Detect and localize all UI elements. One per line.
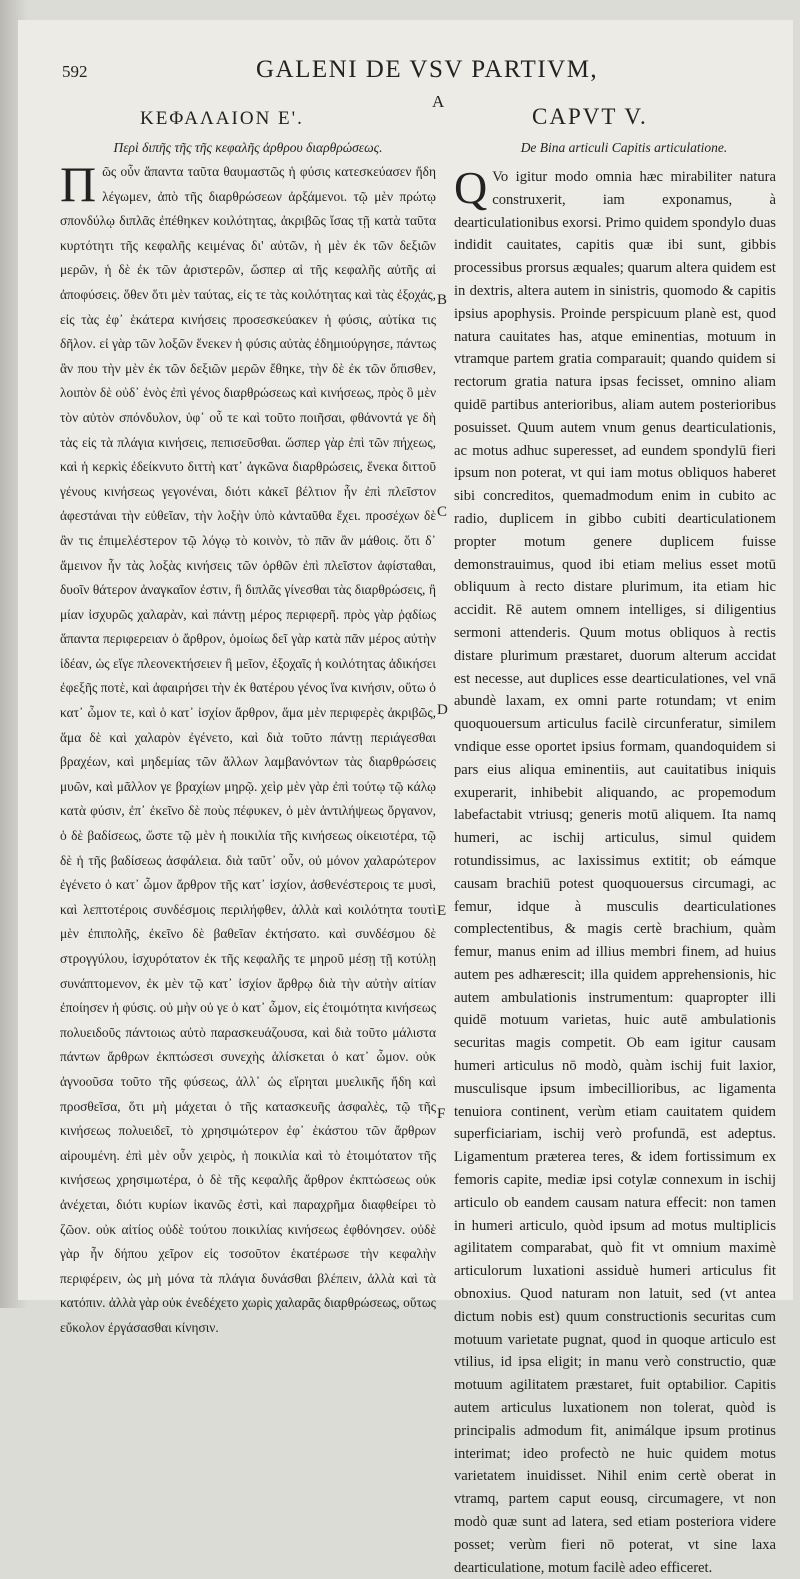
latin-chapter-heading: CAPVT V. — [532, 104, 648, 129]
running-title: GALENI DE VSV PARTIVM, — [256, 56, 599, 83]
greek-text-column — [60, 156, 436, 1335]
margin-letter-b: B — [437, 292, 448, 308]
margin-letter-c: C — [437, 504, 448, 520]
latin-drop-cap: Q — [454, 162, 488, 213]
greek-body-text: ῶς οὖν ἅπαντα ταῦτα θαυμαστῶς ἡ φύσις κατεσκεύασεν ἤδη λέγωμεν, ἀπὸ τῆς διαρθρώσεων ἀρξάμενοι. τῷ μὲν πρώτῳ σπονδύλῳ διπλᾶς ἐπέθηκεν κοιλότητας, ἀκριβῶς ἴσας τῇ κατὰ ταῦτα κυρτότητι τῆς κεφαλῆς κειμένας δι' αὐτῶν, ἡ μὲν ἐκ τῶν δεξιῶν μερῶν, ἡ δὲ ἐκ τῶν ἀριστερῶν, ὥσπερ αἱ τῆς κεφαλῆς αὐτῆς αἱ ἀποφύσεις. ὅθεν ὅτι μὲν ταύτας, εἰς τε τὰς κοιλότητας καὶ τὰς ἐξοχάς, εἰς τὰς ἐφ᾽ ἑκάτερα κινήσεις προσεσκεύακεν ἡ φύσις, αὐτίκα τις δῆλον. εἰ γὰρ τῶν λοξῶν ἕνεκεν ἡ φύσις αὐτὰς ἐδημιούργησε, πάντως ἂν που τὴν μὲν ἐκ τῶν δεξιῶν μερῶν ἔθηκε, τὴν δὲ ἐκ τῶν ὄπισθεν, λοιπὸν δὲ οὐδ᾽ ἑνὸς ἐπὶ γένος διαρθρώσεως καὶ κινήσεως, πρὸς ὃ μὲν τὸν αὐτὸν σπόνδυλον, ὑφ᾽ οὗ τε καὶ τοῦτο ποιῆσαι, φθάνοντά γε δὴ τὰς εἰς τὰ πλάγια κινήσεις, πεπισεῦσθαι. ὥσπερ γὰρ ἐπὶ τῶν πήχεως, καὶ ἡ κερκὶς ἐδείκνυτο διττὴ κατ᾽ ἀγκῶνα διαρθρώσεις, ἕνεκα διττοῦ γένους κινήσεως γεγονέναι, διότι κἀκεῖ βέλτιον ἦν ἐπὶ πλεῖστον ἀφεστάναι τὴν εὐθεῖαν, τὴν λοξὴν ὑπὸ κἀνταῦθα ἔχει. προσέχων δὲ ἂν τις ἐπιμελέστερον τῷ λόγῳ τὸ κοινὸν, τὸ πᾶν ἂν μάθοις. ὅτι δ᾽ ἄμεινον ἦν τὰς λοξὰς κινήσεις τῶν ὀρθῶν ἐπὶ πλεῖστον ἀφίσταθαι, δυοῖν θάτερον ἀναγκαῖον ἐστιν, ἢ διπλᾶς γίνεσθαι τὰς διαρθρώσεις, ἢ μίαν ἰσχυρῶς χαλαρὰν, καὶ πάντῃ μέρος περιφερῆ. πρὸς γὰρ ῥᾳδίως ἅπαντα περιφερειαν ὁ ἄρθρον, ὁμοίως δεῖ γὰρ κατὰ πᾶν μέρος αὐτὴν ἰδέαν, ὡς εἴγε πλεονεκτήσειεν ἢ μεῖον, ἐξοχαῖς ἡ κοιλότητας ἀδικήσει ἐφεξῆς ποτὲ, καὶ ἀφαιρήσει τὴν ἐκ θατέρου γένος ἵνα κινήσιν, οὕτω ὁ κατ᾽ ὦμον τε, καὶ ὁ κατ᾽ ἰσχίον ἄρθρον, ἅμα μὲν περιφερὲς ἀκριβῶς, ἅμα δὲ καὶ χαλαρὸν ἐγένετο, καὶ διὰ τοῦτο πάντῃ περιάγεσθαι βραχέων, καὶ μηδεμίας τῶν ἄλλων λαμβανόντων τὰς διαρθρώσεις μυῶν, καὶ μᾶλλον γε βραχίων μηρῷ. χεὶρ μὲν γὰρ ἐπὶ τούτῳ τῷ κάλῳ κατὰ φύσιν, ἐπ᾽ ἐκεῖνο δὲ ποὺς πέφυκεν, ὁ μὲν ἀντιλήψεως ὄργανον, ὁ δὲ βαδίσεως, ὥστε τῷ μὲν ἡ ποικιλία τῆς κινήσεως οἰκειοτέρα, τῷ δὲ ἡ τῆς βαδίσεως ἀσφάλεια. διὰ ταῦτ᾽ οὖν, οὐ μόνον χαλαρώτερον ἐγένετο ὁ κατ᾽ ὦμον ἄρθρον τῆς κατ᾽ ἰσχίον, ἀσθενέστεροις τε μυσὶ, καὶ λεπτοτέροις συνδέσμοις περιλήφθεν, ἀλλὰ καὶ κοιλότητα τουτὶ μὲν ἐπιπολῆς, ἐκεῖνο δὲ βαθεῖαν ἐκτήσατο. καὶ συνδέσμου δὲ στρογγύλου, ἰσχυρότατον ἐκ τῆς κεφαλῆς τε μηροῦ μέσῃ τῇ κοτύλῃ συνάπτομενον, ἐκ μὲν τῷ κατ᾽ ἰσχίον ἄρθρῳ διὰ τὴν αὐτὴν αἰτίαν ἐποίησεν ἡ φύσις. οὐ μὴν οὐ γε ὁ κατ᾽ ὦμον, εἰς ἐτοιμότητα κινήσεως πολυειδοῦς πάντοιως αὐτὸ παρασκευάζουσα, καὶ διὰ τοῦτο μάλιστα πάντων ἄρθρων ἐκπτώσεσι συνεχὴς ἁλίσκεται ὁ κατ᾽ ὦμον. οὐκ ἀγνοοῦσα τοῦτο τῆς φύσεως, ἀλλ᾽ ὡς εἴρηται μυελικῆς ἤδη καὶ προσθεῖσα, ὅτι μὴ μάχεται ὁ τῆς κατασκευῆς ἀσφαλὲς, τῷ τῆς κινήσεως πολυειδεῖ, τὸ χρησιμώτερον ἐφ᾽ ἑκάστου τῶν ἄρθρων αἱρουμένη. ἐπὶ μὲν οὖν χειρὸς, ἡ ποικιλία καὶ τὸ ἑτοιμότατον τῆς κινήσεως χρησιμωτέρα, ὁ δὲ τῆς κεφαλῆς ἄρθρον ἐκπτώσεως οὐκ ἀνέχεται, διότι κυρίων ἱκανῶς ἐστὶ, καὶ παραχρῆμα διαφθείρει τὸ ζῶον. οὐκ αἰτίος οὐδὲ τούτου ποικιλίας κινήσεως ἐφθόνησεν. οὐδὲ γὰρ ἦν δήπου χεῖρον εἰς τοσοῦτον ἑκατέρωσε τὴν κεφαλὴν περιφέρειν, ὡς μὴ μόνα τὰ πλάγια δυνάσθαι βλέπειν, ἀλλὰ καὶ τὰ κατόπιν. ἀλλὰ γὰρ οὐκ ἐνεδέχετο χωρὶς χαλαρᾶς διαρθρώσεως, οὕτως εὔκολον ἐργάσασθαι κίνησιν. — [60, 164, 436, 1335]
margin-letter-e: E — [437, 903, 447, 919]
latin-chapter-title: De Bina articuli Capitis articulatione. — [520, 140, 728, 155]
signature-mark: A — [432, 92, 445, 111]
greek-chapter-heading: ΚΕΦΑΛΑΙΟΝ Ε'. — [140, 108, 304, 129]
greek-drop-cap: Π — [60, 156, 97, 212]
latin-text-column — [454, 162, 776, 1576]
latin-body-text: Vo igitur modo omnia hæc mirabiliter natura construxerit, iam exponamus, à dearticulationibus exorsi. Primo quidem spondylo duas indidit cauitates, capitis quæ ibi sunt, gibbis processibus prorsus æquales; quarum altera quidem est in dextris, altera autem in sinistris, quomodo & capitis ipsius apophysis. Proinde perspicuum planè est, quod natura cauitates has, atque eminentias, motuum in vtramque partem gratia comparauit; quando quidem si rectorum gratia natura ipsas fecisset, omnino aliam quidē partibus anterioribus, aliam autem posterioribus posuisset. Quum autem vnum genus dearticulationis, ac motus adhuc superesset, ad eundem spondylū fieri ipsum non poterat, vt qui iam motus obliquos haberet sibi concreditos, quemadmodum enim in cubito ac radio, duplicem in gibbo cubiti dearticulationem propter motum genere duplicem fuisse demonstrauimus, quod ibi etiam melius esset motū obliquum à recto distare plurimum, ita etiam hic accidit. Rē autem omnem intelliges, si diligentius sermoni attenderis. Quum motus obliquos à rectis distare plurimum præstaret, duorum alterum accidat est necesse, aut duplices esse dearticulationes, vel vnā abundè laxam, ex omni parte rotundam; vt enim quoquouersum articulus facilè circunferatur, similem vndique esse oportet ipsius formam, quandoquidem si pars eius aliqua eminentiis, aut cauitatibus iniquis exuperarit, inhibebit aliquando, ac propemodum labefactabit vtriusq; generis motū aliquem. Ita namq humeri, ac ischij articulus, simul quidem rotundissimus, ac laxissimus extitit; ob eámque causam brachiū potest quoquouersus circumagi, ac femur, idque à musculis dearticulationes complectentibus, & magis certè brachium, quàm femur, manus enim ad illius membri finem, ad huius autem pes adhærescit; illa quidem apprehensionis, hic autem ambulationis instrumentum: quapropter illi quidē motuum varietas, huic autē ambulationis securitas magis competit. Ob eam igitur causam humeri articulus nō modò, quàm ischij fuit laxior, musculisque ipsum imbecillioribus, ac ligamenta tenuiora continent, verùm etiam cauitatem quidem superficiariam, ischij verò profundā, est adeptus. Ligamentum præterea teres, & idem fortissimum ex femoris capite, mediæ ipsi cotylæ connexum in ischij articulo ob eandem causam natura effecit: non tamen in humeri articulo, quòd ipsum ad motus multiplicis agilitatem comparabat, quò fit vt omnium maximè articulorum luxationi assiduè humeri articulus fit obnoxius. Quod naturam non latuit, sed (vt antea dictum nobis est) quum constructionis securitas cum motuum varietate pugnat, quod in quoque articulo est vtilius, id ipsa eligit; in manu verò constructio, quæ motuum agilitatem præstaret, fuit optabilior. Capitis autem articulus luxationem non tolerat, quòd is principalis admodum fit, animálque ipsum protinus interimat; ideo profectò ne huic quidem motus varietatem inuidisset. Nihil enim certè oberat in vtramq, partem caput eousq, circumagere, vt non modò quæ sunt ad latera, sed etiam posteriora videre posset; verùm fieri nō poterat, vt sine laxa dearticulatione, motum facilè adeo efficeret. — [454, 169, 776, 1576]
margin-letter-f: F — [437, 1106, 446, 1122]
greek-chapter-title: Περὶ διπῆς τῆς τῆς κεφαλῆς ἀρθρου διαρθρώσεως. — [113, 140, 383, 155]
page-number: 592 — [62, 62, 88, 81]
margin-letter-d: D — [437, 702, 448, 718]
